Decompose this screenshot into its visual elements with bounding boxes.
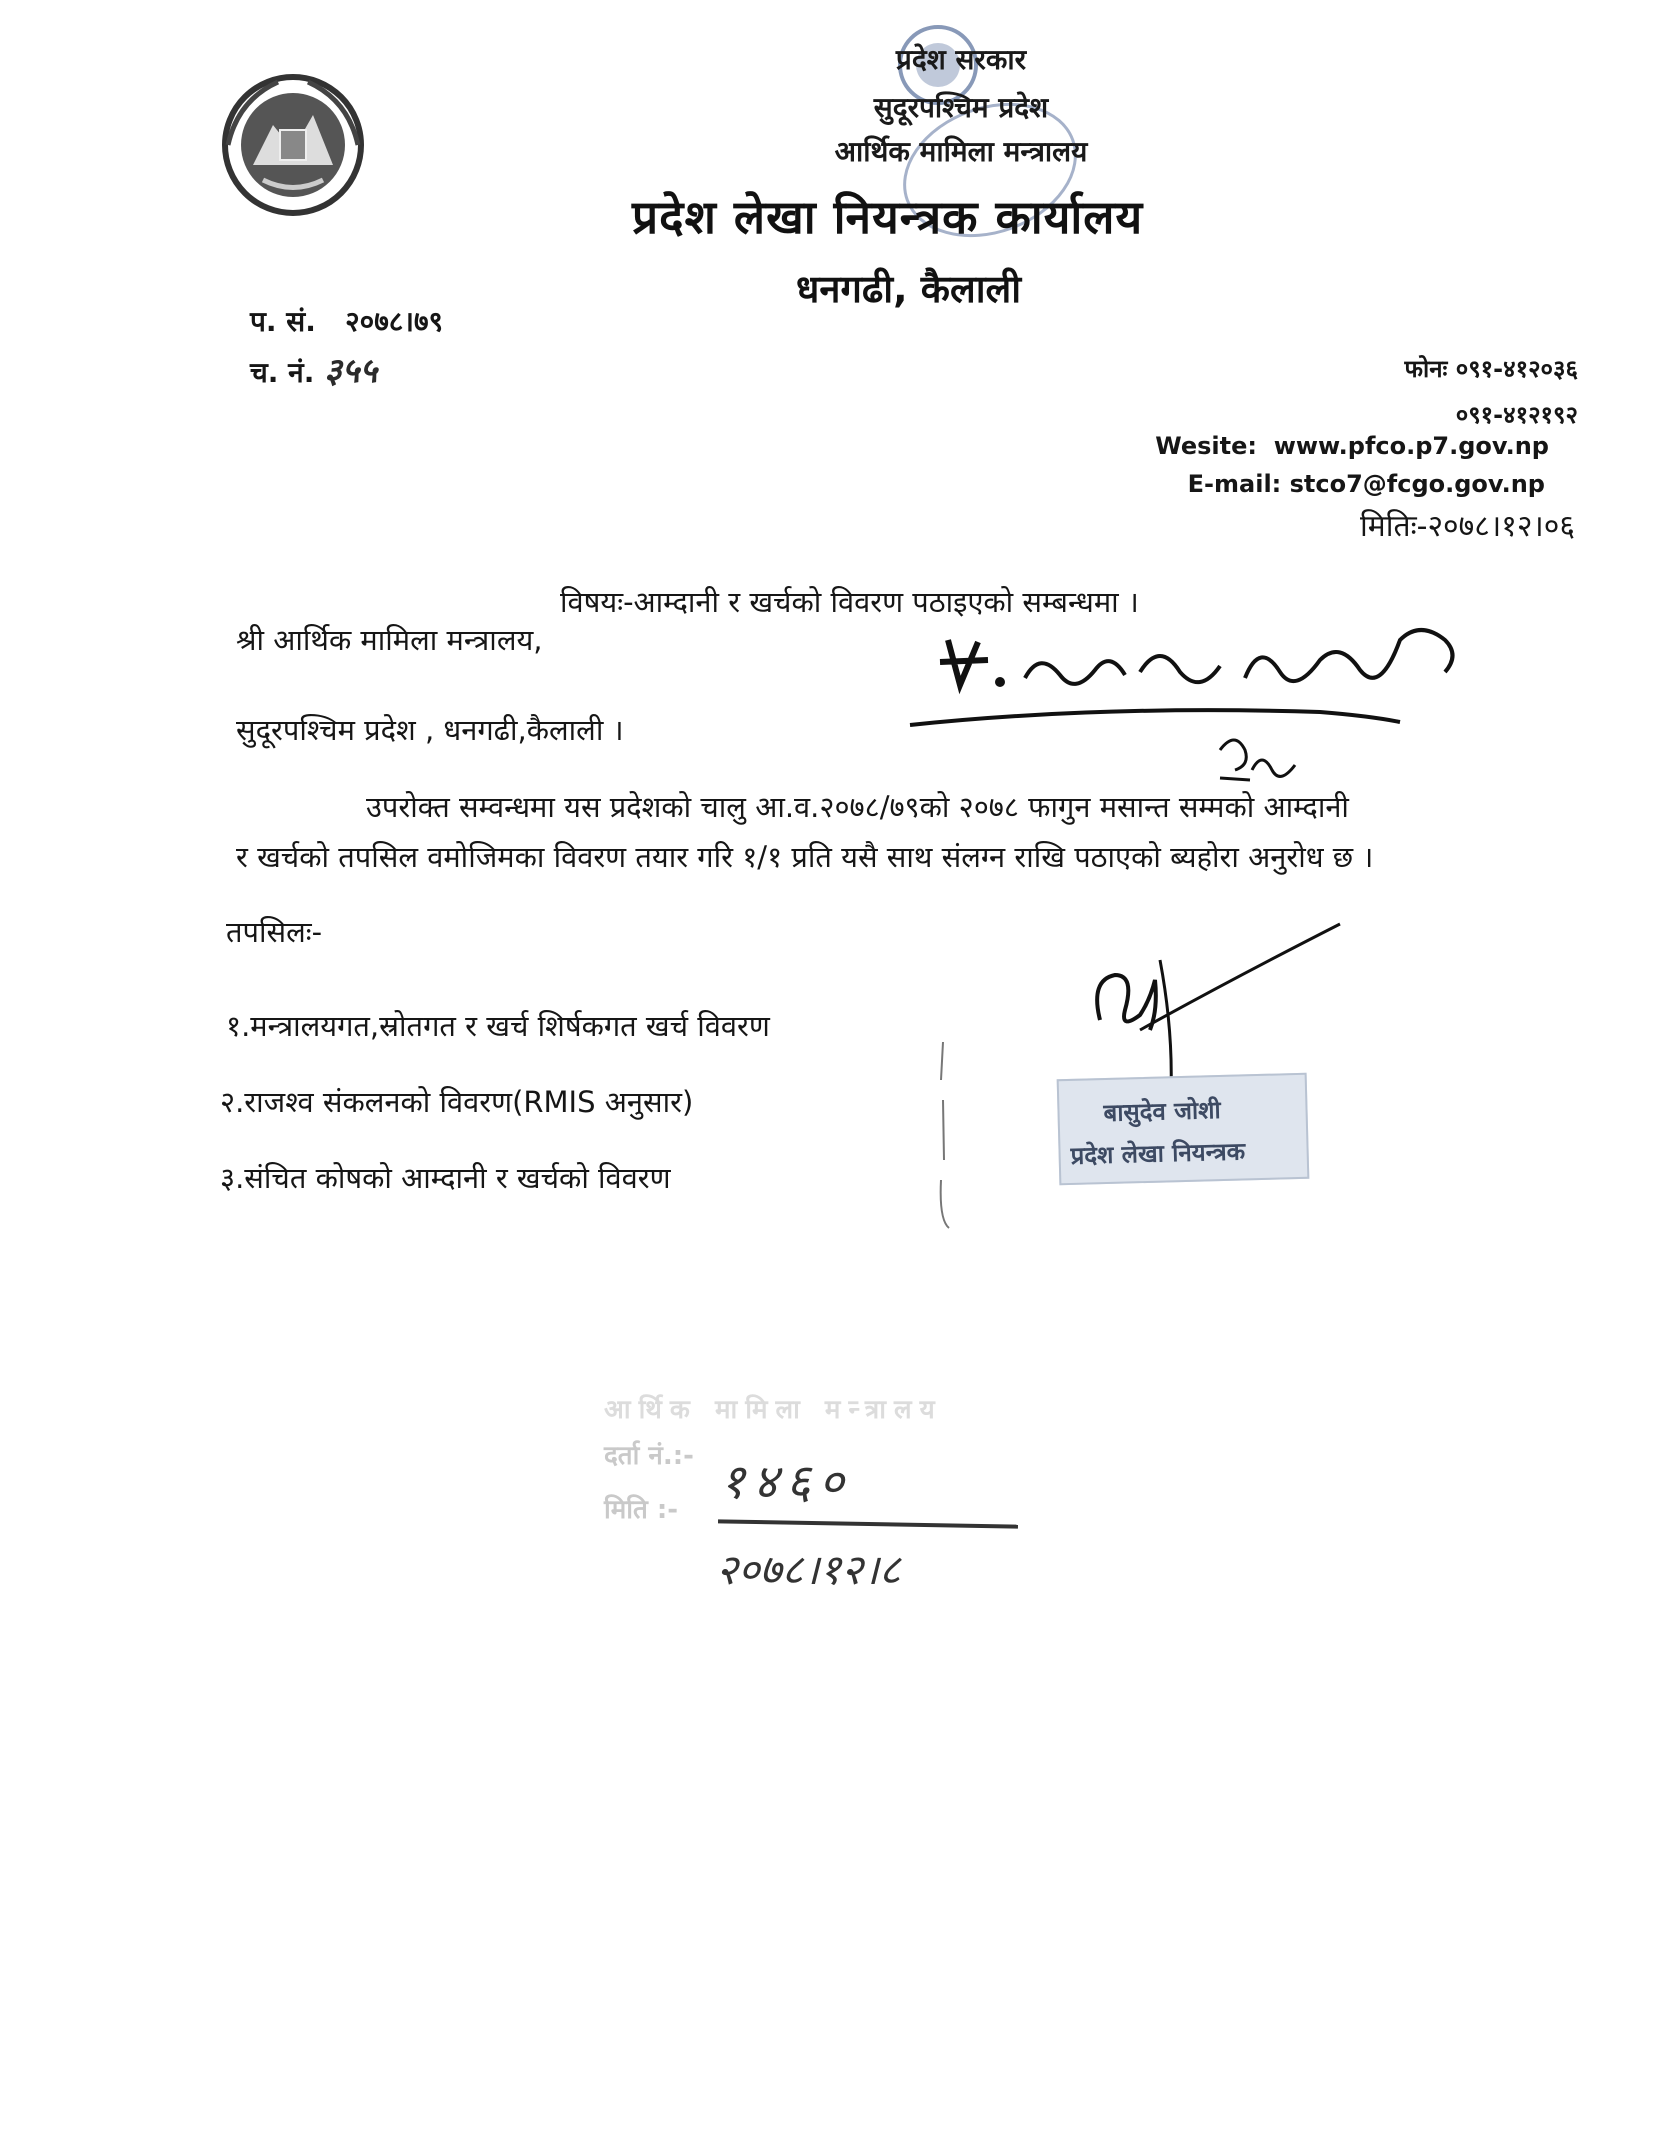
email-label: E-mail: [1187,470,1282,498]
date-value: २०७८।१२।०६ [1427,509,1575,544]
handwritten-forwarding-note [900,600,1480,810]
scan-margin-mark [935,1040,951,1230]
government-emblem [218,70,368,220]
darta-label: दर्ता नं.:- [604,1441,694,1471]
signatory-stamp [1057,1073,1310,1186]
website-label: Wesite: [1155,432,1257,460]
registration-date: २०७८।१२।८ [716,1545,901,1594]
header-government: प्रदेश सरकार [895,43,1027,76]
patra-sankhya [250,302,443,340]
details-label: तपसिलः- [226,915,323,949]
patra-value: २०७८।७९ [345,305,444,338]
website-line [1155,432,1549,460]
phone-line-1 [1404,352,1578,385]
subject-line: विषयः-आम्दानी र खर्चको विवरण पठाइएको सम्बन्धमा । [560,585,1139,619]
signatory-title: प्रदेश लेखा नियन्त्रक [1070,1137,1246,1170]
website: www.pfco.p7.gov.np [1273,432,1549,460]
miti-label: मिति :- [604,1495,679,1525]
detail-item-2: २.राजश्व संकलनको विवरण(RMIS अनुसार) [220,1085,694,1119]
header-province: सुदूरपश्चिम प्रदेश [873,91,1049,124]
detail-item-3: ३.संचित कोषको आम्दानी र खर्चको विवरण [220,1161,671,1195]
addressee-line-2: सुदूरपश्चिम प्रदेश , धनगढी,कैलाली । [236,713,624,747]
phone-label: फोनः [1404,355,1448,383]
header-ministry: आर्थिक मामिला मन्त्रालय [834,135,1088,168]
darta-number: १४६० [720,1454,852,1510]
phone-2: ०९१-४१२१९२ [1455,401,1578,429]
office-city: धनगढी, कैलाली [796,267,1022,311]
chalani-number [250,346,377,392]
darta-underline [718,1519,1018,1528]
office-title: प्रदेश लेखा नियन्त्रक कार्यालय [632,190,1144,244]
addressee-line-1: श्री आर्थिक मामिला मन्त्रालय, [236,623,543,657]
date-label: मितिः- [1359,509,1428,544]
signatory-name: बासुदेव जोशी [1103,1096,1222,1128]
chalani-value: ३५५ [324,351,378,391]
phone-1: ०९१-४१२०३६ [1455,355,1578,383]
letter-body [236,782,1576,882]
email-line [1188,470,1545,498]
patra-label: प. सं. [250,305,316,338]
body-line-1: उपरोक्त सम्वन्धमा यस प्रदेशको चालु आ.व.२०७८/७९को २०७८ फागुन मसान्त सम्मको आम्दानी [366,790,1349,824]
letter-date [1360,504,1575,545]
body-line-2: र खर्चको तपसिल वमोजिमका विवरण तयार गरि १/१ प्रति यसै साथ संलग्न राखि पठाएको ब्यहोरा अनुरोध छ । [236,840,1374,874]
email: stco7@fcgo.gov.np [1289,470,1545,498]
chalani-label: च. नं. [250,356,315,389]
detail-item-1: १.मन्त्रालयगत,स्रोतगत र खर्च शिर्षकगत खर्च विवरण [226,1009,770,1043]
registration-office-stamp: आर्थिक मामिला मन्त्रालय [604,1395,943,1425]
